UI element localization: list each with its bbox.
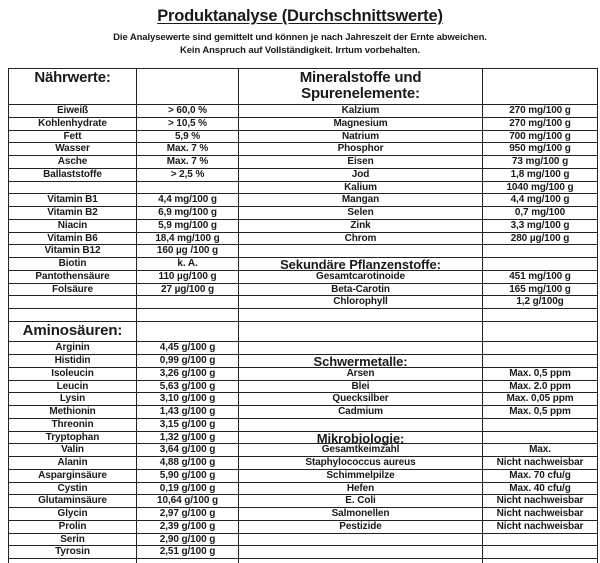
right-label-cell (239, 342, 483, 355)
table-row (9, 546, 598, 559)
left-value-cell: 5,9 mg/100 g (137, 219, 239, 232)
right-value-cell: 0,7 mg/100 (483, 207, 598, 220)
right-value-cell: 3,3 mg/100 g (483, 219, 598, 232)
table-row (9, 181, 598, 194)
subtitle-line-1: Die Analysewerte sind gemittelt und können je nach Jahreszeit der Ernte abweichen. (113, 32, 487, 43)
left-label-cell: Vitamin B2 (9, 207, 137, 220)
left-value-cell: 18,4 mg/100 g (137, 232, 239, 245)
table-row (9, 431, 598, 444)
left-label-cell: Histidin (9, 355, 137, 368)
right-label-cell: Magnesium (239, 117, 483, 130)
left-label-cell: Lysin (9, 393, 137, 406)
table-row (9, 105, 598, 118)
product-analysis-table (8, 68, 598, 563)
table-row (9, 520, 598, 533)
right-value-cell (483, 309, 598, 322)
left-label-cell (9, 296, 137, 309)
right-label-cell: Chrom (239, 232, 483, 245)
right-label-cell: Selen (239, 207, 483, 220)
left-value-cell (137, 321, 239, 342)
left-value-cell: 0,99 g/100 g (137, 355, 239, 368)
left-label-cell: Vitamin B12 (9, 245, 137, 258)
right-value-cell (483, 418, 598, 431)
right-label-cell: Beta-Carotin (239, 283, 483, 296)
left-label-cell: Prolin (9, 520, 137, 533)
left-value-cell: 2,90 g/100 g (137, 533, 239, 546)
right-value-cell (483, 431, 598, 444)
right-value-cell: 451 mg/100 g (483, 270, 598, 283)
table-row (9, 380, 598, 393)
left-value-cell (137, 309, 239, 322)
right-label-cell: Natrium (239, 130, 483, 143)
left-label-cell: Pantothensäure (9, 270, 137, 283)
left-value-cell: Max. 7 % (137, 143, 239, 156)
left-value-cell: 5,90 g/100 g (137, 469, 239, 482)
right-value-cell: 1,2 g/100g (483, 296, 598, 309)
right-label-cell: Salmonellen (239, 508, 483, 521)
right-value-cell: Max. (483, 444, 598, 457)
left-label-cell: Aminosäuren: (9, 321, 137, 342)
right-label-cell: Chlorophyll (239, 296, 483, 309)
table-row (9, 495, 598, 508)
table-row (9, 469, 598, 482)
right-value-cell: 4,4 mg/100 g (483, 194, 598, 207)
right-label-cell: Quecksilber (239, 393, 483, 406)
right-label-cell: Arsen (239, 367, 483, 380)
minerals-header-cell (239, 69, 483, 105)
right-label-cell (239, 533, 483, 546)
table-row (9, 406, 598, 419)
left-label-cell: Glutaminsäure (9, 495, 137, 508)
left-label-cell: Fett (9, 130, 137, 143)
subtitle-line-2: Kein Anspruch auf Vollständigkeit. Irrtum vorbehalten. (179, 45, 421, 56)
right-label-cell: Hefen (239, 482, 483, 495)
table-row (9, 367, 598, 380)
right-label-cell (239, 418, 483, 431)
right-label-cell: Kalzium (239, 105, 483, 118)
right-value-cell (483, 533, 598, 546)
table-row (9, 219, 598, 232)
table-row (9, 245, 598, 258)
left-value-cell: 1,43 g/100 g (137, 406, 239, 419)
right-value-cell: Max. 70 cfu/g (483, 469, 598, 482)
table-row (9, 533, 598, 546)
left-label-cell: Methionin (9, 406, 137, 419)
left-value-cell: 3,15 g/100 g (137, 418, 239, 431)
table-row (9, 258, 598, 271)
left-value-cell: > 2,5 % (137, 168, 239, 181)
left-label-cell: Wasser (9, 143, 137, 156)
nutrients-header-label: Nährwerte: (34, 69, 111, 86)
right-label-cell: Eisen (239, 156, 483, 169)
right-value-cell: 700 mg/100 g (483, 130, 598, 143)
left-label-cell: Vitamin B6 (9, 232, 137, 245)
analysis-table-body (9, 69, 598, 563)
table-row (9, 130, 598, 143)
left-value-cell: 1,32 g/100 g (137, 431, 239, 444)
table-row (9, 296, 598, 309)
table-row (9, 117, 598, 130)
left-value-cell: 3,26 g/100 g (137, 367, 239, 380)
right-value-cell: Max. 2.0 ppm (483, 380, 598, 393)
left-label-cell: Ballaststoffe (9, 168, 137, 181)
table-header-row (9, 69, 598, 105)
table-row (9, 232, 598, 245)
right-label-cell: Gesamtcarotinoide (239, 270, 483, 283)
left-label-cell: Isoleucin (9, 367, 137, 380)
left-value-cell: 4,45 g/100 g (137, 342, 239, 355)
left-label-cell: Asche (9, 156, 137, 169)
right-value-cell: Nicht nachweisbar (483, 520, 598, 533)
right-value-cell: Max. 0,05 ppm (483, 393, 598, 406)
table-row (9, 482, 598, 495)
table-row (9, 508, 598, 521)
right-label-cell: Schimmelpilze (239, 469, 483, 482)
left-value-cell (137, 296, 239, 309)
table-row (9, 444, 598, 457)
left-value-cell: 4,4 mg/100 g (137, 194, 239, 207)
left-label-cell: Folsäure (9, 283, 137, 296)
left-label-cell: Valin (9, 444, 137, 457)
table-row (9, 559, 598, 563)
left-value-cell: 0,19 g/100 g (137, 482, 239, 495)
minerals-header-label: Mineralstoffe und Spurenelemente: (299, 69, 422, 102)
right-value-cell: Max. 0,5 ppm (483, 367, 598, 380)
right-label-cell: Mikrobiologie: (239, 431, 483, 444)
right-label-cell (239, 546, 483, 559)
nutrients-header-cell (9, 69, 137, 105)
left-label-cell: Glycin (9, 508, 137, 521)
left-value-cell: 110 µg/100 g (137, 270, 239, 283)
table-row (9, 418, 598, 431)
left-label-cell: Niacin (9, 219, 137, 232)
table-row (9, 342, 598, 355)
table-row (9, 355, 598, 368)
left-value-cell (137, 559, 239, 563)
right-value-cell (483, 258, 598, 271)
left-value-cell (137, 181, 239, 194)
table-row (9, 283, 598, 296)
left-value-cell: 3,64 g/100 g (137, 444, 239, 457)
right-label-cell (239, 321, 483, 342)
right-value-cell (483, 355, 598, 368)
left-value-cell: 2,39 g/100 g (137, 520, 239, 533)
table-row (9, 309, 598, 322)
left-label-cell: Serin (9, 533, 137, 546)
table-row (9, 393, 598, 406)
right-value-cell: 73 mg/100 g (483, 156, 598, 169)
left-label-cell (9, 309, 137, 322)
left-value-cell: 3,10 g/100 g (137, 393, 239, 406)
right-value-cell: Max. 0,5 ppm (483, 406, 598, 419)
left-value-cell: 27 µg/100 g (137, 283, 239, 296)
table-row (9, 321, 598, 342)
right-label-cell: Kalium (239, 181, 483, 194)
right-value-cell: Nicht nachweisbar (483, 495, 598, 508)
table-row (9, 156, 598, 169)
left-label-cell: Vitamin B1 (9, 194, 137, 207)
right-value-cell (483, 546, 598, 559)
right-value-cell: Nicht nachweisbar (483, 508, 598, 521)
right-label-cell: Mangan (239, 194, 483, 207)
right-label-cell: Phosphor (239, 143, 483, 156)
left-label-cell: Kohlenhydrate (9, 117, 137, 130)
right-label-cell: Schwermetalle: (239, 355, 483, 368)
left-value-cell: 5,9 % (137, 130, 239, 143)
table-row (9, 194, 598, 207)
left-value-cell: > 60,0 % (137, 105, 239, 118)
right-value-cell: 1,8 mg/100 g (483, 168, 598, 181)
right-value-cell: 1040 mg/100 g (483, 181, 598, 194)
right-label-cell: Staphylococcus aureus (239, 457, 483, 470)
right-value-cell: 280 µg/100 g (483, 232, 598, 245)
right-value-cell: Max. 40 cfu/g (483, 482, 598, 495)
right-value-cell (483, 559, 598, 563)
right-label-cell: Sekundäre Pflanzenstoffe: (239, 258, 483, 271)
left-label-cell: Biotin (9, 258, 137, 271)
right-label-cell (239, 559, 483, 563)
right-label-cell: Blei (239, 380, 483, 393)
table-row (9, 270, 598, 283)
nutrients-header-value-cell (137, 69, 239, 105)
left-label-cell: Tryptophan (9, 431, 137, 444)
minerals-header-value-cell (483, 69, 598, 105)
right-value-cell: 950 mg/100 g (483, 143, 598, 156)
left-label-cell: Tyrosin (9, 546, 137, 559)
right-value-cell: 270 mg/100 g (483, 117, 598, 130)
left-label-cell: Asparginsäure (9, 469, 137, 482)
right-label-cell: Cadmium (239, 406, 483, 419)
right-label-cell (239, 245, 483, 258)
table-row (9, 207, 598, 220)
left-value-cell: Max. 7 % (137, 156, 239, 169)
left-label-cell: Alanin (9, 457, 137, 470)
table-row (9, 168, 598, 181)
left-label-cell (9, 181, 137, 194)
left-value-cell: > 10,5 % (137, 117, 239, 130)
right-label-cell: Gesamtkeimzahl (239, 444, 483, 457)
table-row (9, 457, 598, 470)
left-label-cell: Cystin (9, 482, 137, 495)
left-label-cell: Eiweiß (9, 105, 137, 118)
right-value-cell: 165 mg/100 g (483, 283, 598, 296)
left-label-cell: Threonin (9, 418, 137, 431)
left-value-cell: 2,97 g/100 g (137, 508, 239, 521)
right-value-cell (483, 321, 598, 342)
left-value-cell: 4,88 g/100 g (137, 457, 239, 470)
right-value-cell (483, 245, 598, 258)
right-value-cell (483, 342, 598, 355)
right-label-cell: Jod (239, 168, 483, 181)
left-label-cell: Arginin (9, 342, 137, 355)
left-label-cell (9, 559, 137, 563)
page-title: Produktanalyse (Durchschnittswerte) (157, 7, 443, 25)
right-label-cell (239, 309, 483, 322)
right-label-cell: Pestizide (239, 520, 483, 533)
right-value-cell: 270 mg/100 g (483, 105, 598, 118)
left-value-cell: 5,63 g/100 g (137, 380, 239, 393)
left-value-cell: k. A. (137, 258, 239, 271)
left-value-cell: 160 µg /100 g (137, 245, 239, 258)
left-label-cell: Leucin (9, 380, 137, 393)
right-value-cell: Nicht nachweisbar (483, 457, 598, 470)
right-label-cell: Zink (239, 219, 483, 232)
table-row (9, 143, 598, 156)
right-label-cell: E. Coli (239, 495, 483, 508)
left-value-cell: 10,64 g/100 g (137, 495, 239, 508)
left-value-cell: 2,51 g/100 g (137, 546, 239, 559)
left-value-cell: 6,9 mg/100 g (137, 207, 239, 220)
